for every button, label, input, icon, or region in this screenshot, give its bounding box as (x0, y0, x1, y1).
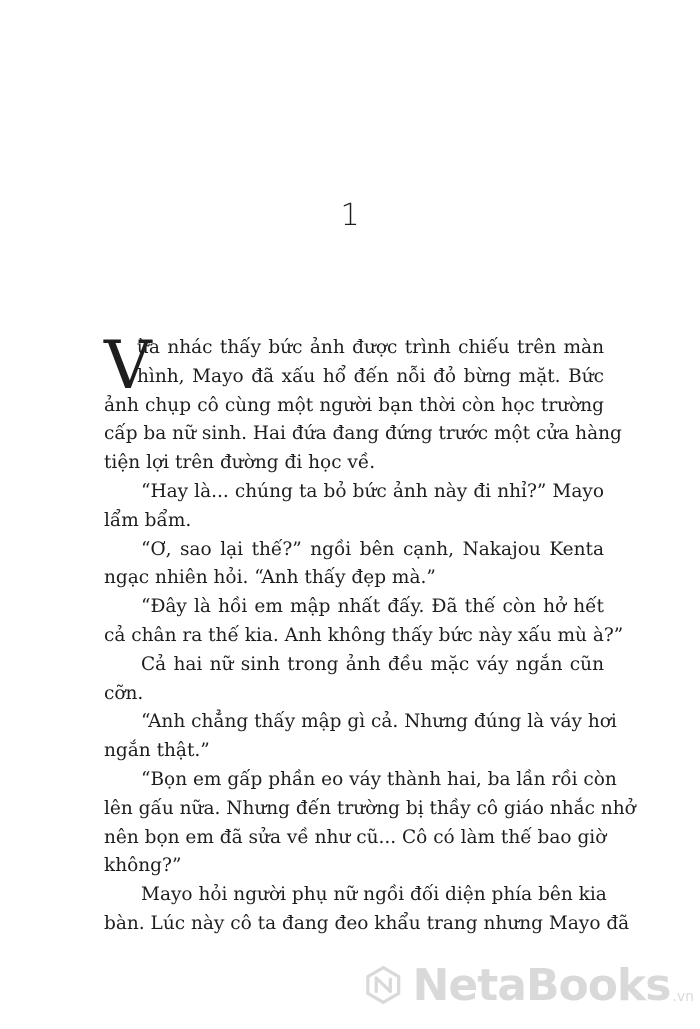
text-line: “Ơ, sao lại thế?” ngồi bên cạnh, Nakajou Kenta (141, 538, 604, 560)
netabooks-logo-icon (364, 955, 403, 1015)
text-line: không?” (104, 855, 182, 877)
text-line: lẩm bẩm. (104, 509, 192, 531)
chapter-number: 1 (340, 198, 360, 233)
text-line: cả chân ra thế kia. Anh không thấy bức này xấu mù à?” (104, 624, 624, 646)
watermark (364, 947, 694, 1023)
text-line: “Anh chẳng thấy mập gì cả. Nhưng đúng là váy hơi (141, 711, 617, 733)
text-line: “Đây là hồi em mập nhất đấy. Đã thế còn hở hết (141, 596, 604, 618)
text-line: Mayo hỏi người phụ nữ ngồi đối diện phía bên kia (141, 884, 607, 906)
watermark-brand: NetaBooks (412, 959, 671, 1011)
text-line: “Bọn em gấp phần eo váy thành hai, ba lần rồi còn (141, 768, 617, 790)
text-line: nên bọn em đã sửa về như cũ... Cô có làm thế bao giờ (104, 826, 607, 848)
text-line: “Hay là... chúng ta bỏ bức ảnh này đi nhỉ?” Mayo (141, 480, 604, 502)
text-line: Cả hai nữ sinh trong ảnh đều mặc váy ngắn cũn (141, 653, 604, 675)
text-line: ừa nhác thấy bức ảnh được trình chiếu trên màn (137, 337, 604, 358)
text-line: ngạc nhiên hỏi. “Anh thấy đẹp mà.” (104, 567, 436, 589)
watermark-suffix: .vn (672, 989, 694, 1005)
text-line: ngắn thật.” (104, 740, 210, 762)
text-line: ảnh chụp cô cùng một người bạn thời còn học trường (104, 394, 604, 416)
drop-cap: V (104, 327, 152, 404)
text-line: cấp ba nữ sinh. Hai đứa đang đứng trước một cửa hàng (104, 423, 622, 445)
text-line: lên gấu nữa. Nhưng đến trường bị thầy cô giáo nhắc nhở (104, 797, 636, 819)
text-line: cỡn. (104, 682, 144, 704)
text-line: bàn. Lúc này cô ta đang đeo khẩu trang nhưng Mayo đã (104, 912, 630, 934)
text-line: hình, Mayo đã xấu hổ đến nỗi đỏ bừng mặt. Bức (137, 365, 604, 387)
text-body (104, 327, 636, 939)
text-line: tiện lợi trên đường đi học về. (104, 452, 376, 474)
